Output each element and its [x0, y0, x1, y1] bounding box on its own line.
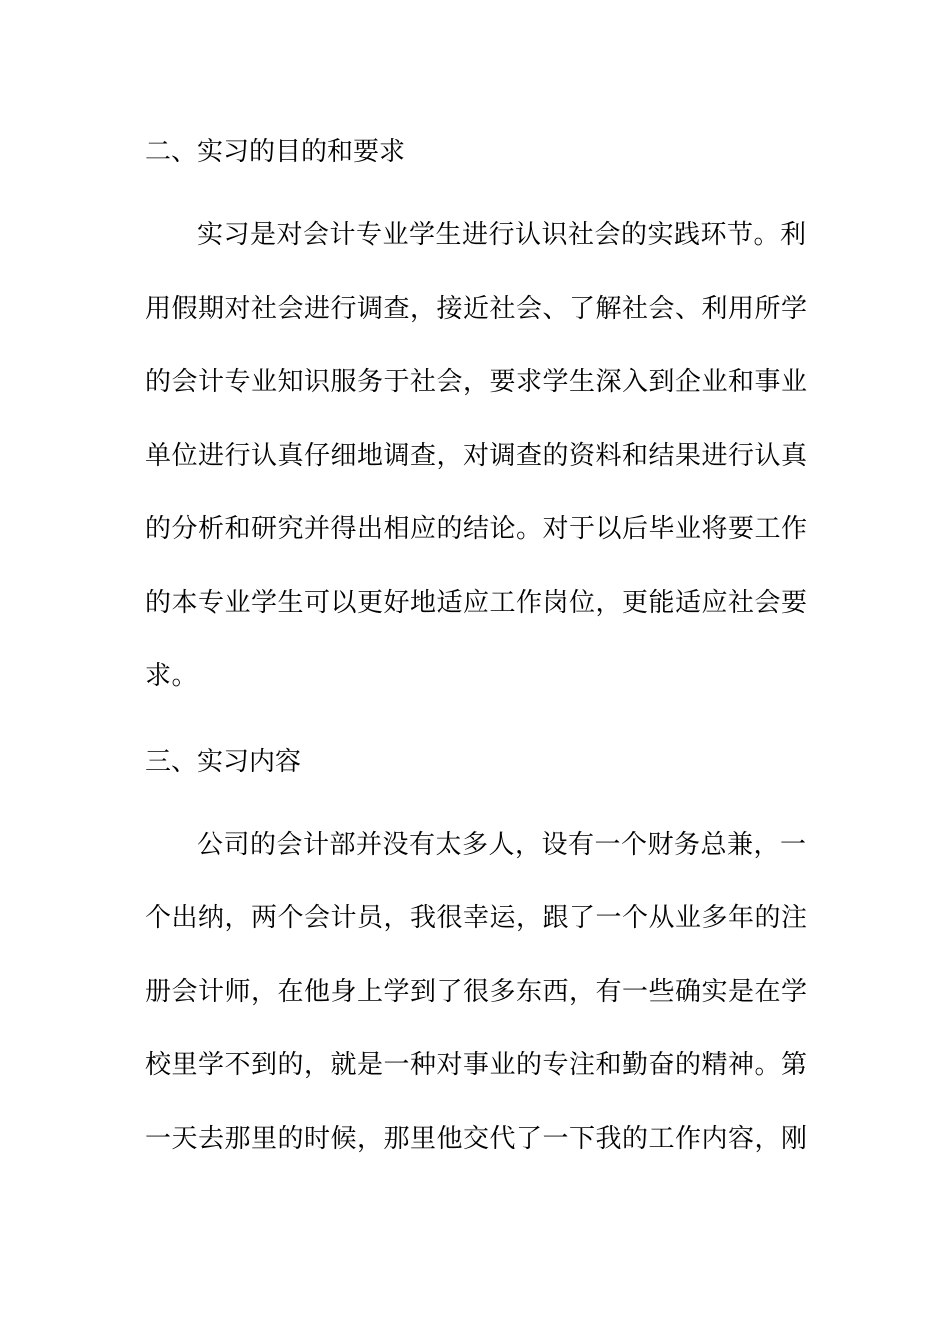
- paragraph-line: 用假期对社会进行调查，接近社会、了解社会、利用所学: [145, 293, 808, 324]
- paragraph-line: 校里学不到的，就是一种对事业的专注和勤奋的精神。第: [145, 1050, 808, 1080]
- paragraph-line: 求。: [145, 661, 199, 691]
- paragraph-line: 公司的会计部并没有太多人，设有一个财务总兼，一: [197, 829, 807, 860]
- paragraph-line: 的本专业学生可以更好地适应工作岗位，更能适应社会要: [145, 587, 808, 618]
- paragraph-line: 一天去那里的时候，那里他交代了一下我的工作内容，刚: [145, 1123, 808, 1154]
- section-heading-purpose: 二、实习的目的和要求: [145, 137, 406, 167]
- section-heading-content: 三、实习内容: [145, 746, 302, 777]
- paragraph-purpose: [145, 199, 808, 714]
- paragraph-content: [145, 809, 808, 1177]
- paragraph-line: 实习是对会计专业学生进行认识社会的实践环节。利: [197, 220, 807, 250]
- paragraph-line: 的会计专业知识服务于社会，要求学生深入到企业和事业: [145, 367, 808, 397]
- paragraph-line: 单位进行认真仔细地调查，对调查的资料和结果进行认真: [145, 440, 808, 471]
- paragraph-line: 的分析和研究并得出相应的结论。对于以后毕业将要工作: [145, 514, 808, 544]
- paragraph-line: 册会计师，在他身上学到了很多东西，有一些确实是在学: [145, 976, 808, 1007]
- document-body: [145, 126, 808, 1176]
- paragraph-line: 个出纳，两个会计员，我很幸运，跟了一个从业多年的注: [145, 903, 808, 933]
